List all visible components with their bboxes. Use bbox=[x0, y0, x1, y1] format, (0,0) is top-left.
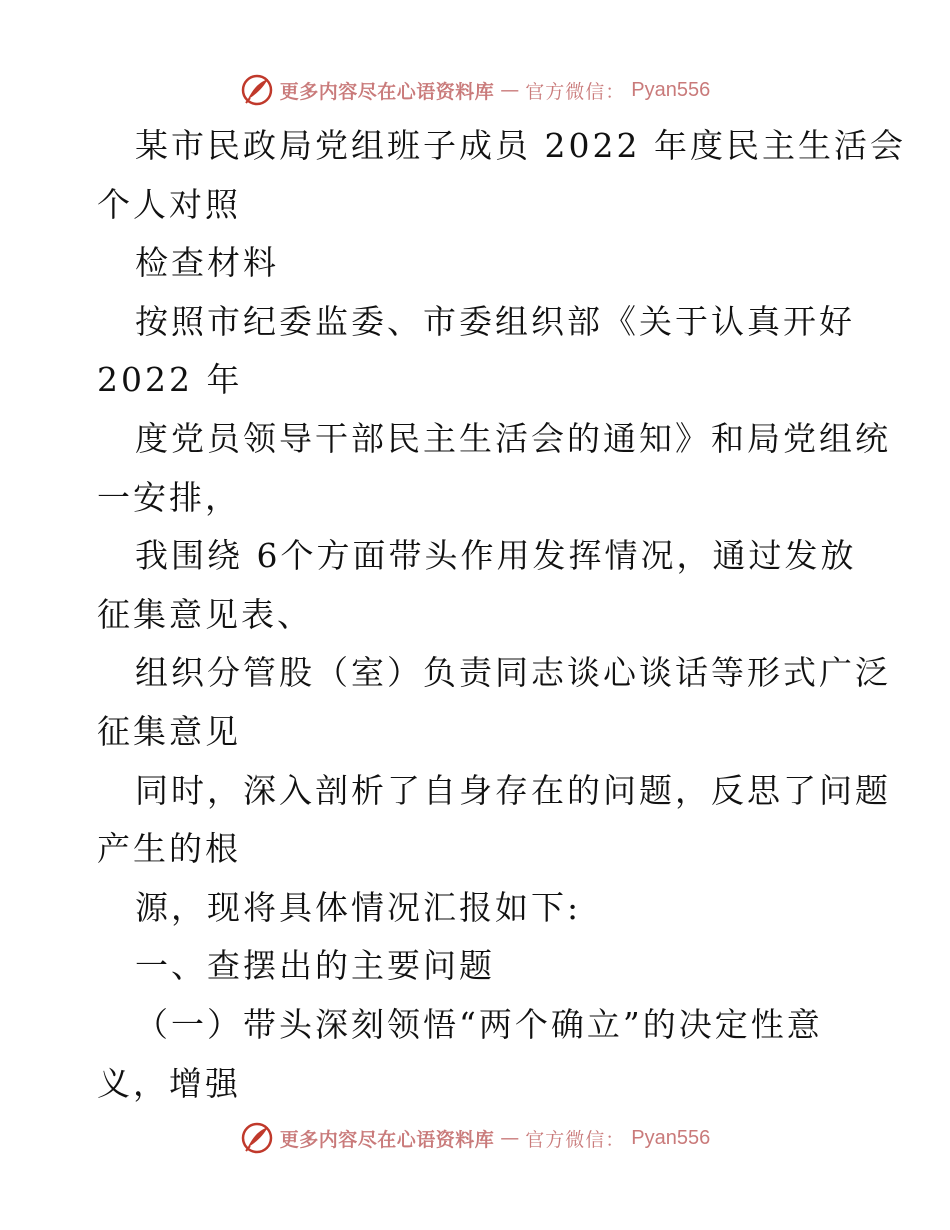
text-line: 征集意见 bbox=[97, 711, 241, 751]
feather-pen-logo-icon bbox=[240, 1121, 274, 1155]
text-line: 征集意见表、 bbox=[97, 594, 313, 634]
text-line: 2022 年 bbox=[97, 360, 243, 400]
watermark-main-text: 更多内容尽在心语资料库 bbox=[279, 1128, 495, 1151]
watermark-wechat-id: Pyan556 bbox=[631, 1126, 711, 1149]
subsection-heading: （一）带头深刻领悟“两个确立”的决定性意 bbox=[135, 1004, 823, 1044]
text-line: 义，增强 bbox=[97, 1063, 241, 1103]
text-line: 个人对照 bbox=[97, 184, 241, 224]
watermark-dash: — bbox=[500, 79, 520, 101]
document-body bbox=[97, 117, 906, 1113]
feather-pen-logo-icon bbox=[240, 73, 274, 107]
section-heading: 一、查摆出的主要问题 bbox=[135, 946, 495, 986]
text-line: 度党员领导干部民主生活会的通知》和局党组统 bbox=[135, 418, 891, 458]
text-line: 检查材料 bbox=[135, 243, 279, 283]
header-watermark bbox=[0, 70, 950, 110]
watermark-wechat-id: Pyan556 bbox=[631, 78, 711, 101]
text-line: 一安排， bbox=[97, 477, 241, 517]
text-line: 源，现将具体情况汇报如下: bbox=[135, 887, 582, 927]
footer-watermark bbox=[0, 1118, 950, 1158]
watermark-wechat-label: 官方微信： bbox=[525, 80, 626, 103]
text-line: 按照市纪委监委、市委组织部《关于认真开好 bbox=[135, 301, 855, 341]
text-line: 产生的根 bbox=[97, 829, 241, 869]
text-line: 组织分管股（室）负责同志谈心谈话等形式广泛 bbox=[135, 653, 891, 693]
text-line: 某市民政局党组班子成员 2022 年度民主生活会 bbox=[135, 126, 906, 165]
watermark-dash: — bbox=[500, 1127, 520, 1149]
text-line: 我围绕 6个方面带头作用发挥情况，通过发放 bbox=[135, 536, 857, 576]
watermark-main-text: 更多内容尽在心语资料库 bbox=[279, 80, 495, 103]
text-line: 同时，深入剖析了自身存在的问题，反思了问题 bbox=[135, 770, 891, 810]
watermark-wechat-label: 官方微信： bbox=[525, 1128, 626, 1151]
